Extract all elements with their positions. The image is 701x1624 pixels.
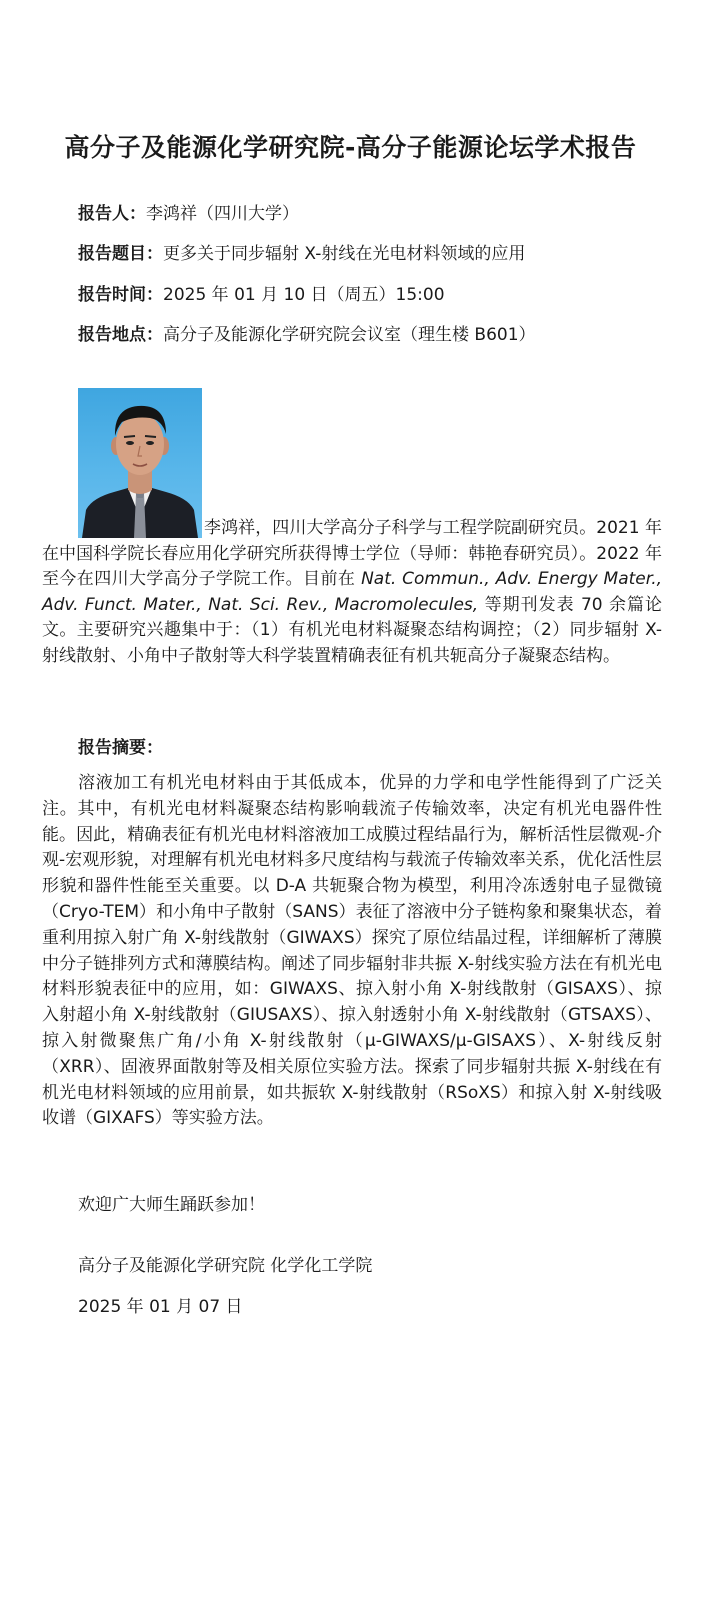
time-label: 报告时间： (78, 285, 163, 305)
bio-text-part1: 李鸿祥，四川大学高分子科学与工程学院副研究员。2021 年在中国科学院长春应用化学研究所获得博士学位（导师：韩艳春研究员）。2022 年至今在四川大学高分子学院工作。目前在 (42, 518, 662, 590)
page-title: 高分子及能源化学研究院-高分子能源论坛学术报告 (64, 133, 637, 162)
speaker-bio (42, 516, 662, 670)
abstract-heading: 报告摘要： (78, 738, 163, 758)
organizers-text: 高分子及能源化学研究院 化学化工学院 (78, 1256, 373, 1276)
time-row (78, 283, 445, 307)
speaker-value: 李鸿祥（四川大学） (146, 204, 299, 224)
place-value: 高分子及能源化学研究院会议室（理生楼 B601） (163, 325, 536, 345)
speaker-label: 报告人： (78, 204, 146, 224)
abstract-text: 溶液加工有机光电材料由于其低成本，优异的力学和电学性能得到了广泛关注。其中，有机光电材料凝聚态结构影响载流子传输效率，决定有机光电器件性能。因此，精确表征有机光电材料溶液加工成膜过程结晶行为，解析活性层微观-介观-宏观形貌，对理解有机光电材料多尺度结构与载流子传输效率关系，优化活性层形貌和器件性能至关重要。以 D-A 共轭聚合物为模型，利用冷冻透射电子显微镜（Cryo-TEM）和小角中子散射（SANS）表征了溶液中分子链构象和聚集状态，着重利用掠入射广角 X-射线散射（GIWAXS）探究了原位结晶过程，详细解析了薄膜中分子链排列方式和薄膜结构。阐述了同步辐射非共振 X-射线实验方法在有机光电材料形貌表征中的应用，如：GIWAXS、掠入射小角 X-射线散射（GISAXS）、掠入射超小角 X-射线散射（GIUSAXS）、掠入射透射小角 X-射线散射（GTSAXS）、掠入射微聚焦广角/小角 X-射线散射（μ-GIWAXS/μ-GISAXS）、X-射线反射（XRR）、固液界面散射等及相关原位实验方法。探索了同步辐射共振 X-射线在有机光电材料领域的应用前景，如共振软 X-射线散射（RSoXS）和掠入射 X-射线吸收谱（GIXAFS）等实验方法。 (42, 773, 663, 1129)
welcome-text: 欢迎广大师生踊跃参加！ (78, 1195, 265, 1215)
bio-text-part2: 等期刊发表 70 余篇论文。主要研究兴趣集中于：（1）有机光电材料凝聚态结构调控；（2）同步辐射 X-射线散射、小角中子散射等大科学装置精确表征有机共轭高分子凝聚态结构。 (42, 594, 663, 666)
place-label: 报告地点： (78, 325, 163, 345)
time-value: 2025 年 01 月 10 日（周五）15:00 (163, 285, 445, 305)
speaker-row (78, 202, 299, 226)
bio-journals: Nat. Commun., Adv. Energy Mater., Adv. Funct. Mater., Nat. Sci. Rev., Macromolecules, (42, 569, 663, 615)
topic-row (78, 242, 525, 266)
topic-value: 更多关于同步辐射 X-射线在光电材料领域的应用 (163, 244, 526, 264)
issue-date: 2025 年 01 月 07 日 (78, 1297, 243, 1317)
place-row (78, 323, 536, 347)
topic-label: 报告题目： (78, 244, 163, 264)
